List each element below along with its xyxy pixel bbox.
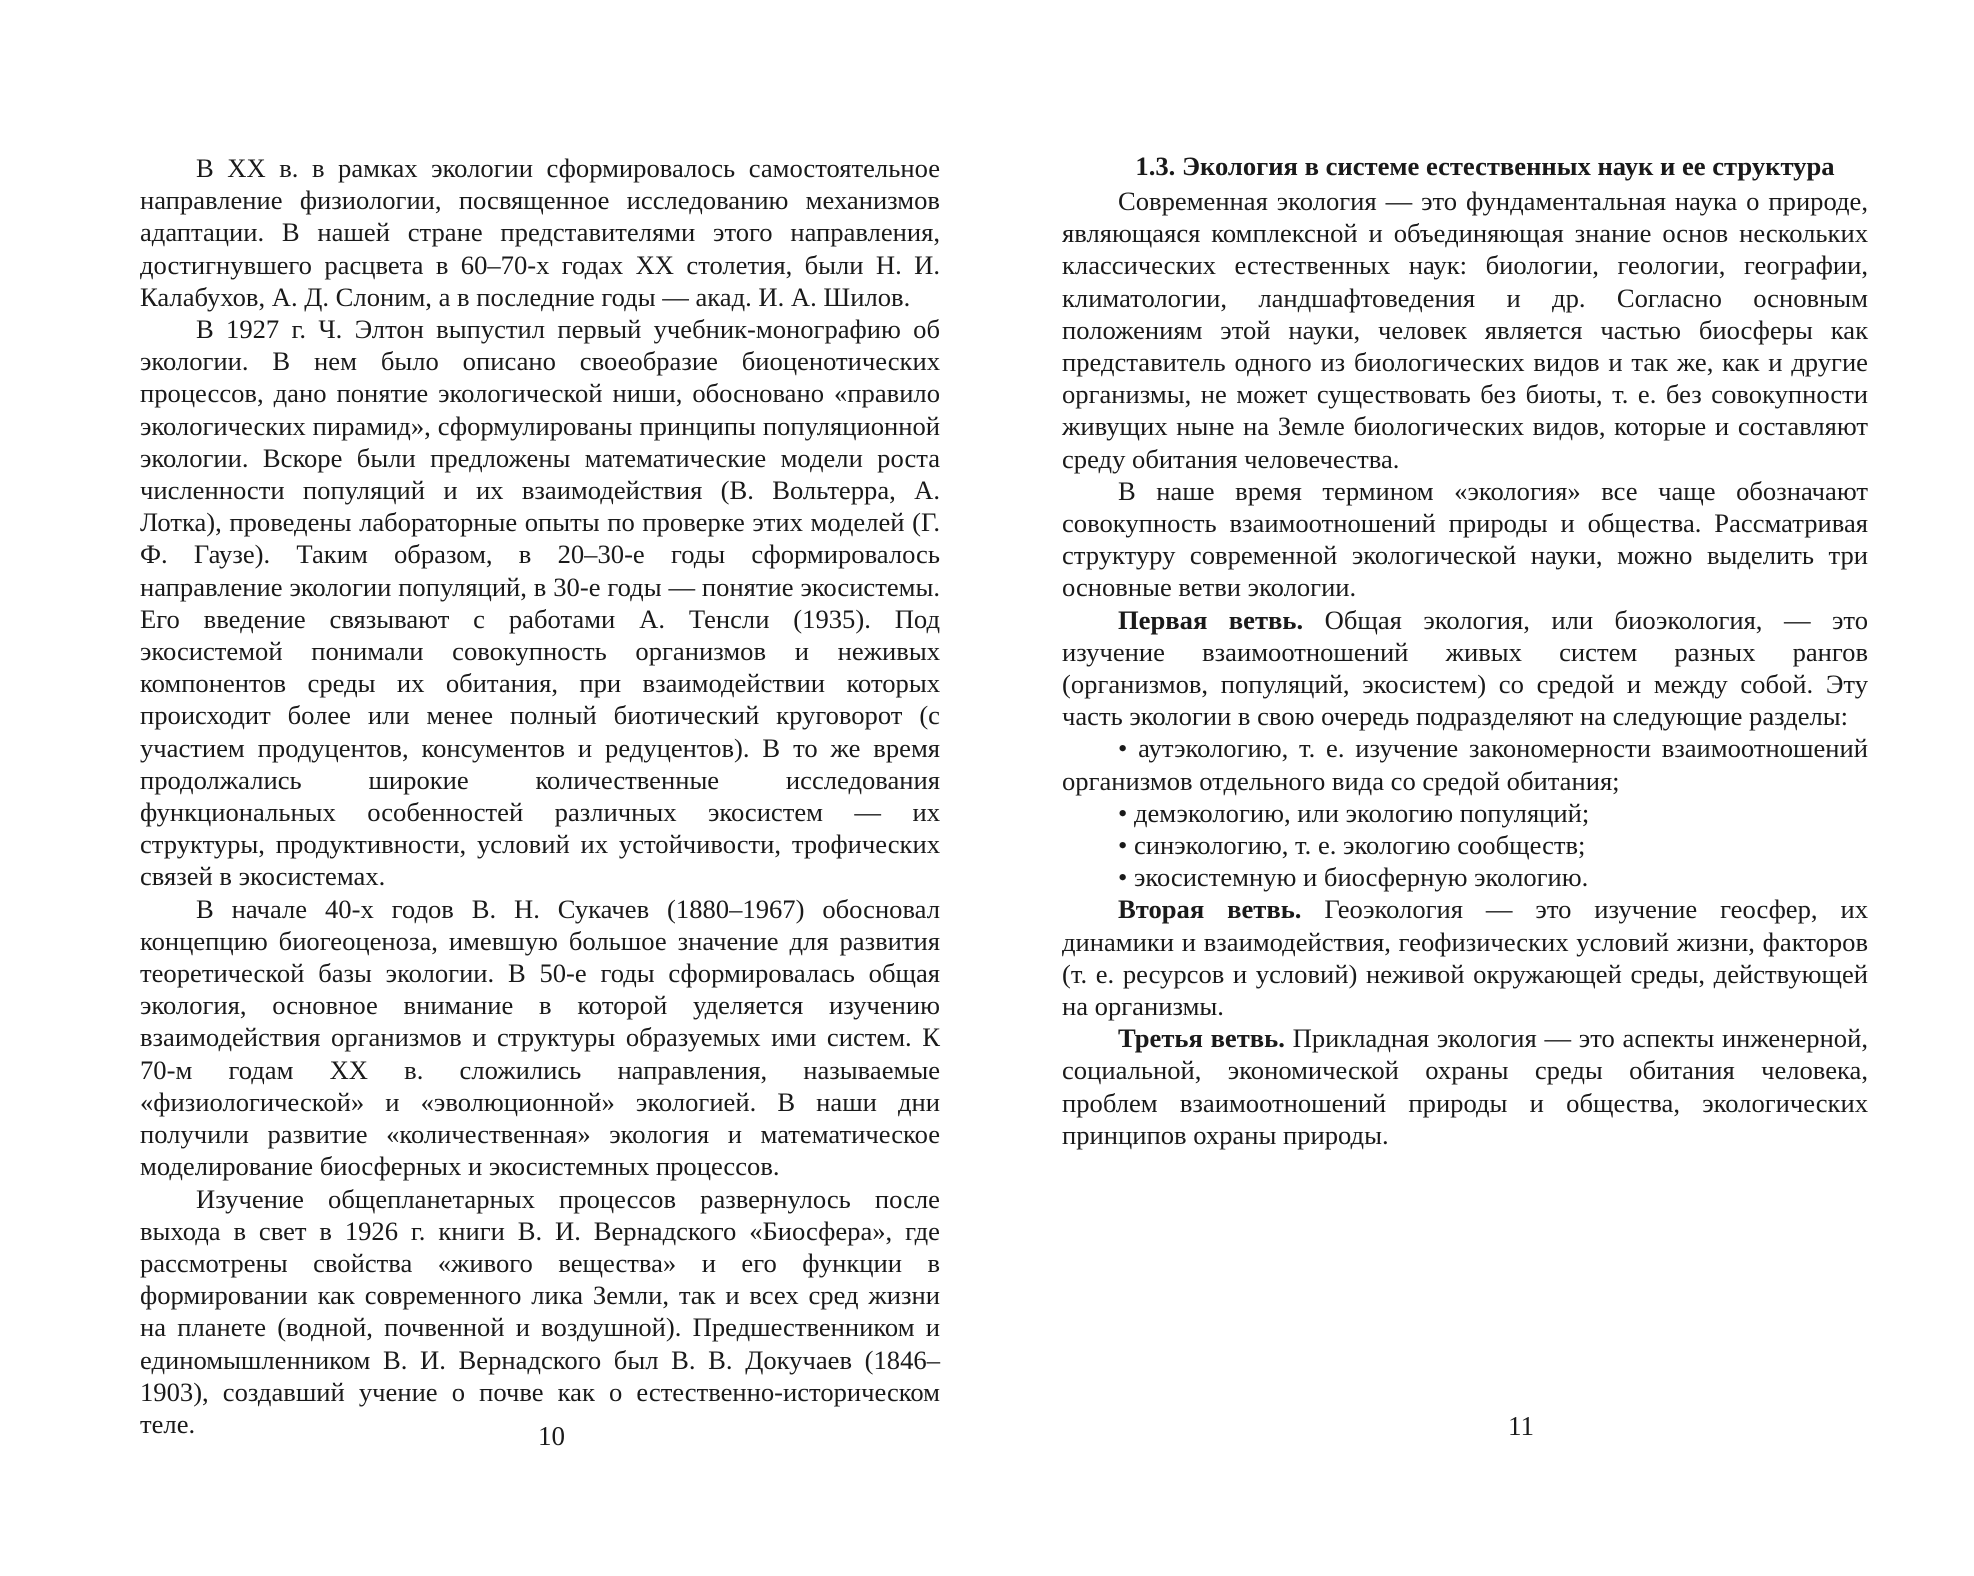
- page-number: 10: [538, 1421, 565, 1451]
- branch-2-text: Геоэкология — это изучение геосфер, их динамики и взаимодействия, геофизических условий жизни, факторов (т. е. ресурсов и условий) неживой окружающей среды, действующей на организмы.: [1062, 894, 1868, 1022]
- paragraph: В 1927 г. Ч. Элтон выпустил первый учебник-монографию об экологии. В нем было описано своеобразие биоценотических процессов, дано понятие экологической ниши, обосновано «правило экологических пирамид», сформулированы принципы популяционной экологии. Вскоре были предложены математические модели роста численности популяций и их взаимодействия (В. Вольтерра, А. Лотка), проведены лабораторные опыты по проверке этих моделей (Г. Ф. Гаузе). Таким образом, в 20–30-е годы сформировалось направление экологии популяций, в 30-е годы — понятие экосистемы. Его введение связывают с работами А. Тенсли (1935). Под экосистемой понимали совокупность организмов и неживых компонентов среды их обитания, при взаимодействии которых происходит более или менее полный биотический круговорот (с участием продуцентов, консументов и редуцентов). В то же время продолжались широкие количественные исследования функциональных особенностей различных экосистем — их структуры, продуктивности, условий их устойчивости, трофических связей в экосистемах.: [140, 314, 940, 892]
- paragraph: Изучение общепланетарных процессов развернулось после выхода в свет в 1926 г. книги В. И. Вернадского «Биосфера», где рассмотрены свойства «живого вещества» и его функции в формировании как современного лика Земли, так и всех сред жизни на планете (водной, почвенной и воздушной). Предшественником и единомышленником В. И. Вернадского был В. В. Докучаев (1846–1903), создавший учение о почве как о естественно-историческом теле.: [140, 1183, 940, 1439]
- branch-3-lead: Третья ветвь.: [1118, 1023, 1285, 1054]
- paragraph-branch-2: [1062, 893, 1868, 1022]
- paragraph: В начале 40-х годов В. Н. Сукачев (1880–1967) обосновал концепцию биогеоценоза, имевшую большое значение для развития теоретической базы экологии. В 50-е годы сформировалась общая экология, основное внимание в которой уделяется изучению взаимодействия организмов и структуры образуемых ими систем. К 70-м годам XX в. сложились направления, называемые «физиологической» и «эволюционной» экологией. В наши дни получили развитие «количественная» экология и математическое моделирование биосферных и экосистемных процессов.: [140, 893, 940, 1182]
- left-page: [140, 0, 940, 1576]
- paragraph: В наше время термином «экология» все чаще обозначают совокупность взаимоотношений природы и общества. Рассматривая структуру современной экологической науки, можно выделить три основные ветви экологии.: [1062, 475, 1868, 603]
- right-page-text: [1062, 185, 1868, 1151]
- paragraph-branch-3: [1062, 1022, 1868, 1151]
- page-number: 11: [1508, 1411, 1534, 1441]
- left-page-text: [140, 152, 940, 1440]
- bullet-item: • аутэкологию, т. е. изучение закономерности взаимоотношений организмов отдельного вида со средой обитания;: [1062, 733, 1868, 796]
- right-page: [1062, 0, 1868, 1576]
- paragraph: Современная экология — это фундаментальная наука о природе, являющаяся комплексной и объединяющая знание основ нескольких классических естественных наук: биологии, геологии, географии, климатологии, ландшафтоведения и др. Согласно основным положениям этой науки, человек является частью биосферы как представитель одного из биологических видов и так же, как и другие организмы, не может существовать без биоты, т. е. без совокупности живущих ныне на Земле биологических видов, которые и составляют среду обитания человечества.: [1062, 186, 1868, 474]
- branch-1-text: Общая экология, или биоэкология, — это изучение взаимоотношений живых систем разных рангов (организмов, популяций, экосистем) со средой и между собой. Эту часть экологии в свою очередь подразделяют на следующие разделы:: [1062, 604, 1869, 732]
- bullet-item: • экосистемную и биосферную экологию.: [1118, 862, 1589, 893]
- branch-2-lead: Вторая ветвь.: [1118, 894, 1302, 925]
- bullet-item: • демэкологию, или экологию популяций;: [1118, 797, 1590, 828]
- paragraph: В XX в. в рамках экологии сформировалось самостоятельное направление физиологии, посвященное исследованию механизмов адаптации. В нашей стране представителями этого направления, достигнувшего расцвета в 60–70-х годах XX столетия, были Н. И. Калабухов, А. Д. Слоним, а в последние годы — акад. И. А. Шилов.: [140, 153, 940, 312]
- bullet-item: • синэкологию, т. е. экологию сообществ;: [1118, 830, 1586, 861]
- paragraph-branch-1: [1062, 604, 1868, 733]
- section-heading: 1.3. Экология в системе естественных наук и ее структура: [1135, 151, 1835, 181]
- branch-3-text: Прикладная экология — это аспекты инженерной, социальной, экономической охраны среды обитания человека, проблем взаимоотношений природы и общества, экологических принципов охраны природы.: [1062, 1023, 1868, 1150]
- branch-1-lead: Первая ветвь.: [1118, 604, 1304, 635]
